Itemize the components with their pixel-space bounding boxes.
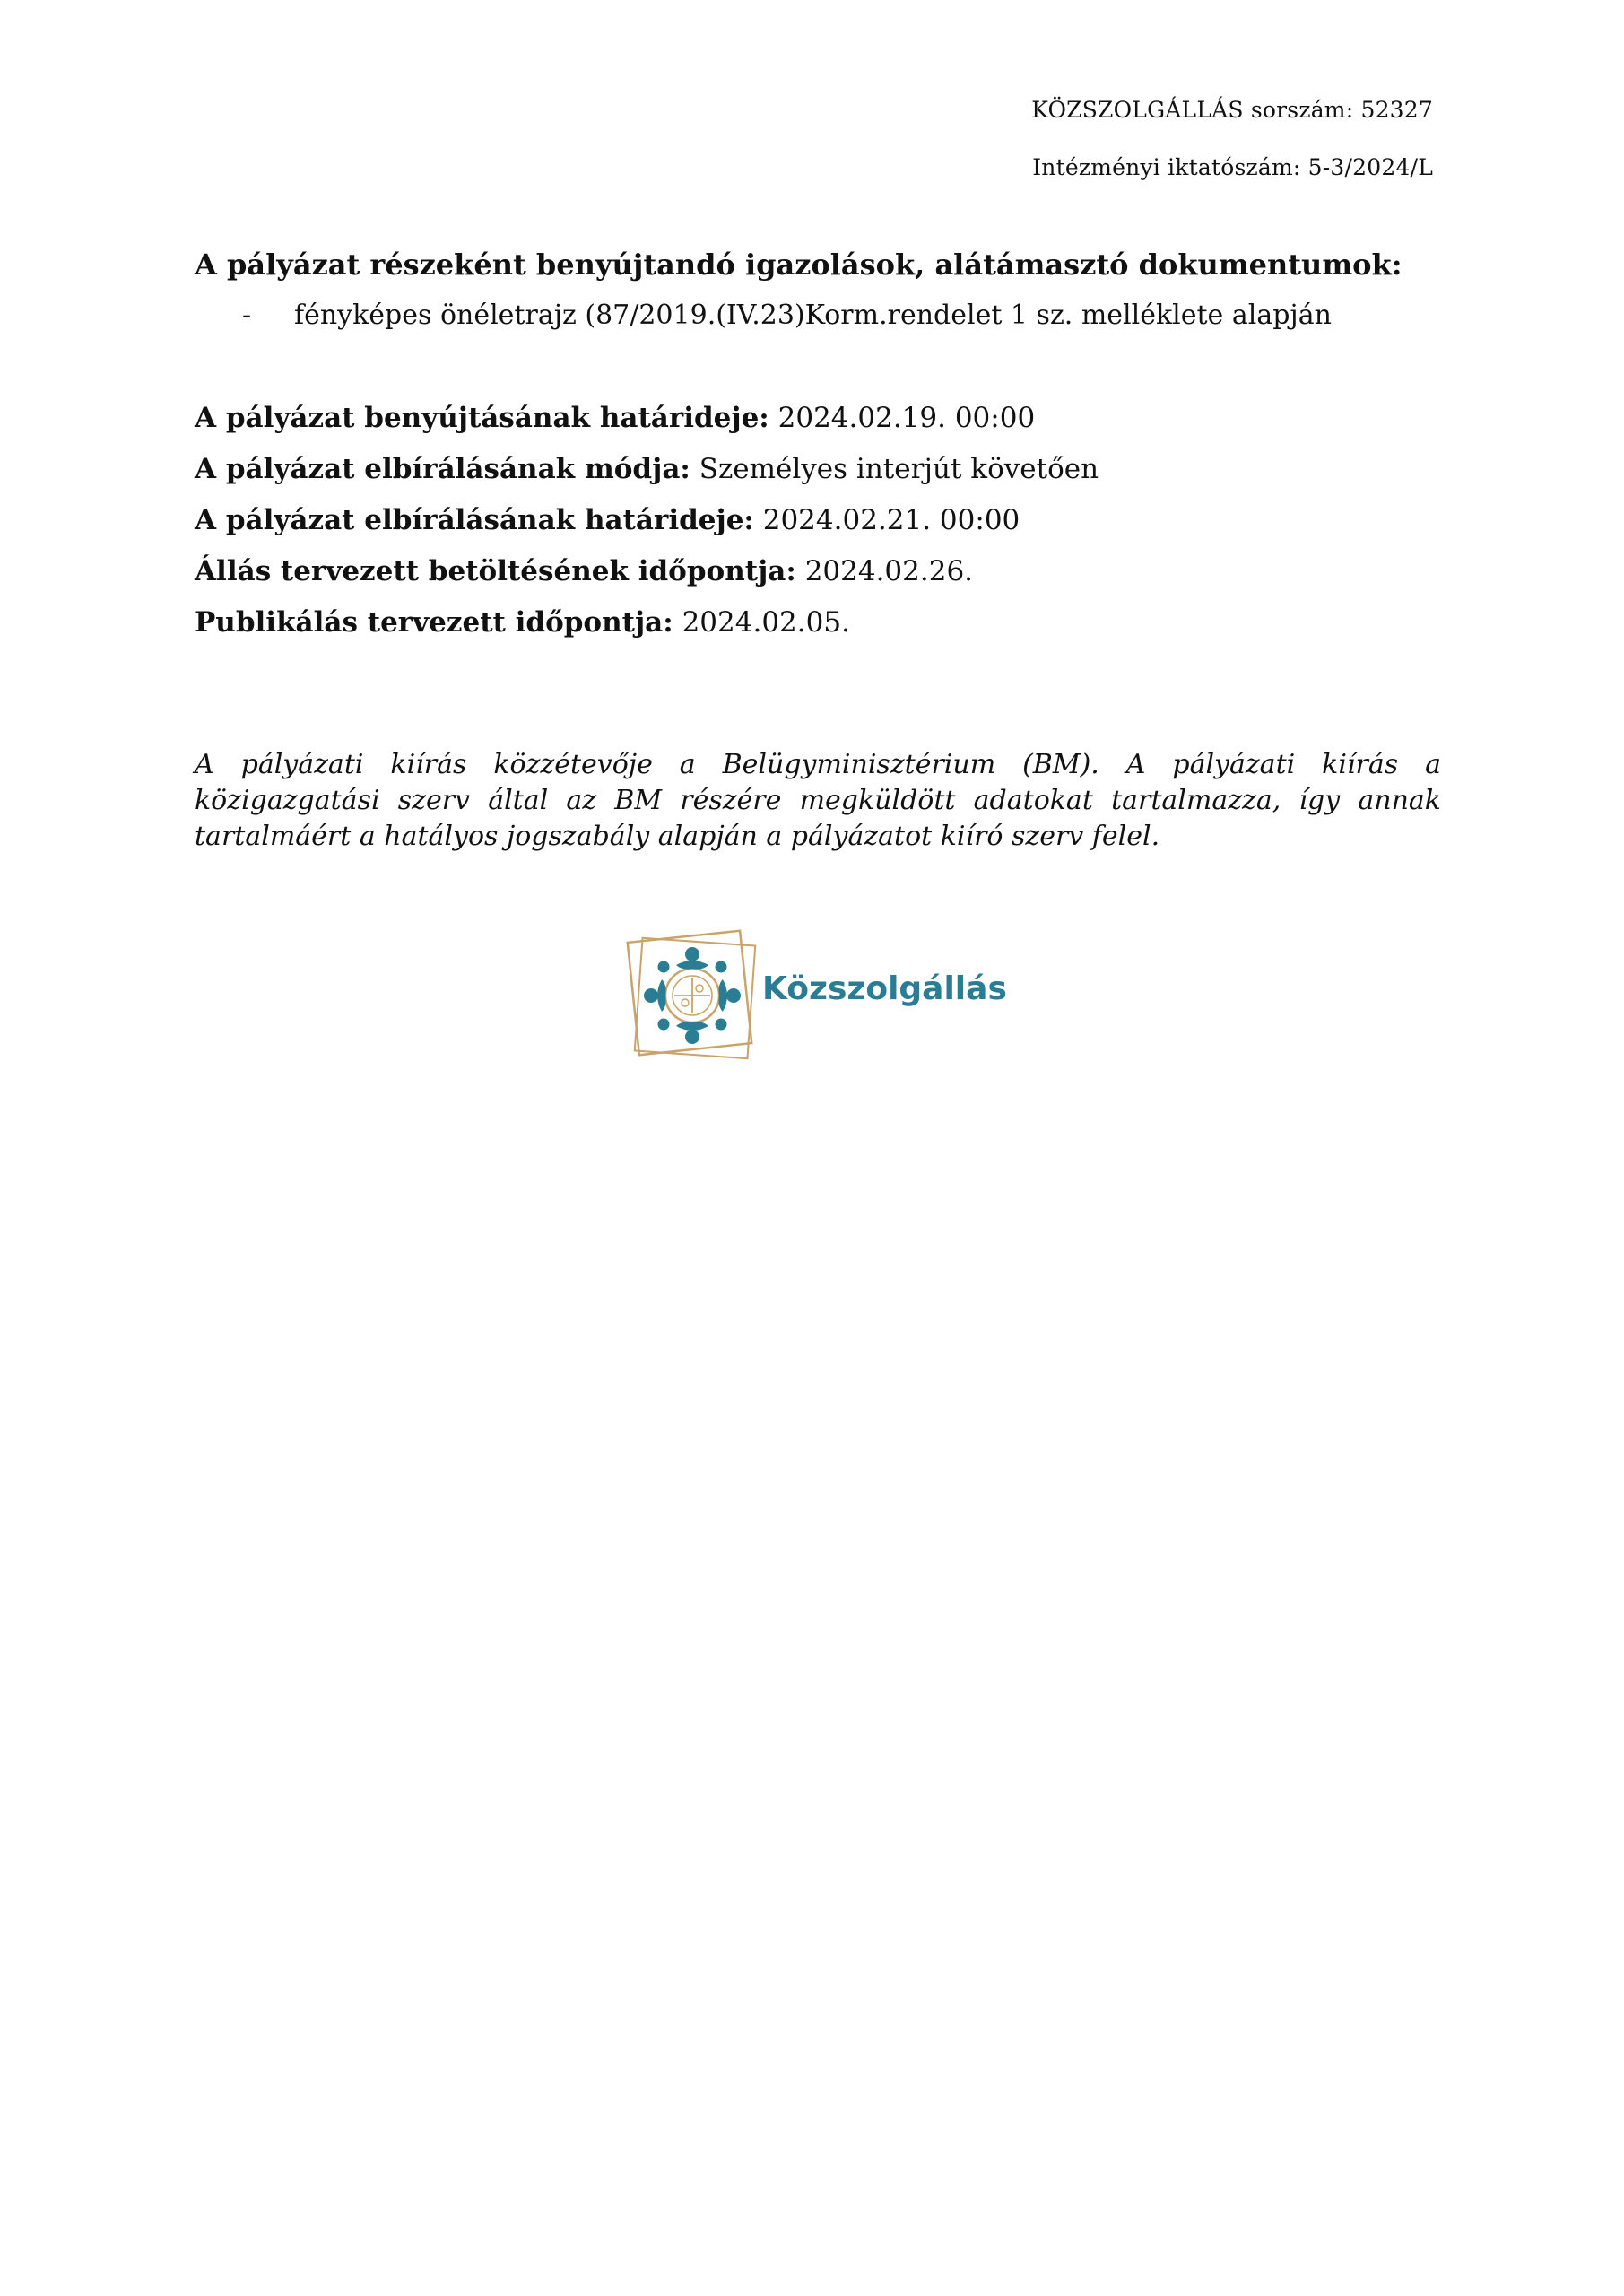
planned-start-date bbox=[195, 555, 973, 587]
documents-heading: A pályázat részeként benyújtandó igazolások, alátámasztó dokumentumok: bbox=[195, 248, 1403, 282]
field-label: Állás tervezett betöltésének időpontja: bbox=[195, 555, 796, 587]
field-label: A pályázat elbírálásának módja: bbox=[195, 453, 690, 485]
planned-publication-date bbox=[195, 606, 850, 639]
list-dash: - bbox=[242, 300, 252, 331]
logo-text: Közszolgállás bbox=[762, 970, 1007, 1007]
field-value: 2024.02.21. 00:00 bbox=[762, 504, 1020, 536]
field-value: 2024.02.05. bbox=[682, 606, 850, 639]
registration-number: Intézményi iktatószám: 5-3/2024/L bbox=[1032, 154, 1433, 180]
field-value: 2024.02.19. 00:00 bbox=[777, 402, 1036, 434]
field-value: 2024.02.26. bbox=[804, 555, 974, 587]
serial-number: KÖZSZOLGÁLLÁS sorszám: 52327 bbox=[1031, 97, 1433, 123]
disclaimer-text: A pályázati kiírás közzétevője a Belügyminisztérium (BM). A pályázati kiírás a közigazgatási szerv által az BM részére megküldött adatokat tartalmazza, így annak tartalmáért a hatályos jogszabály alapján a pályázatot kiíró szerv felel. bbox=[195, 749, 1441, 852]
evaluation-method bbox=[195, 453, 1099, 485]
documents-list-item bbox=[242, 300, 1332, 331]
field-label: A pályázat elbírálásának határideje: bbox=[195, 504, 754, 536]
evaluation-deadline bbox=[195, 504, 1020, 536]
kozszolgallas-emblem-icon bbox=[621, 924, 764, 1067]
field-label: A pályázat benyújtásának határideje: bbox=[195, 402, 769, 434]
submission-deadline bbox=[195, 402, 1035, 434]
list-item-text: fényképes önéletrajz (87/2019.(IV.23)Korm.rendelet 1 sz. melléklete alapján bbox=[294, 300, 1332, 331]
field-label: Publikálás tervezett időpontja: bbox=[195, 606, 673, 639]
kozszolgallas-logo bbox=[621, 924, 1015, 1067]
field-value: Személyes interjút követően bbox=[699, 453, 1099, 485]
